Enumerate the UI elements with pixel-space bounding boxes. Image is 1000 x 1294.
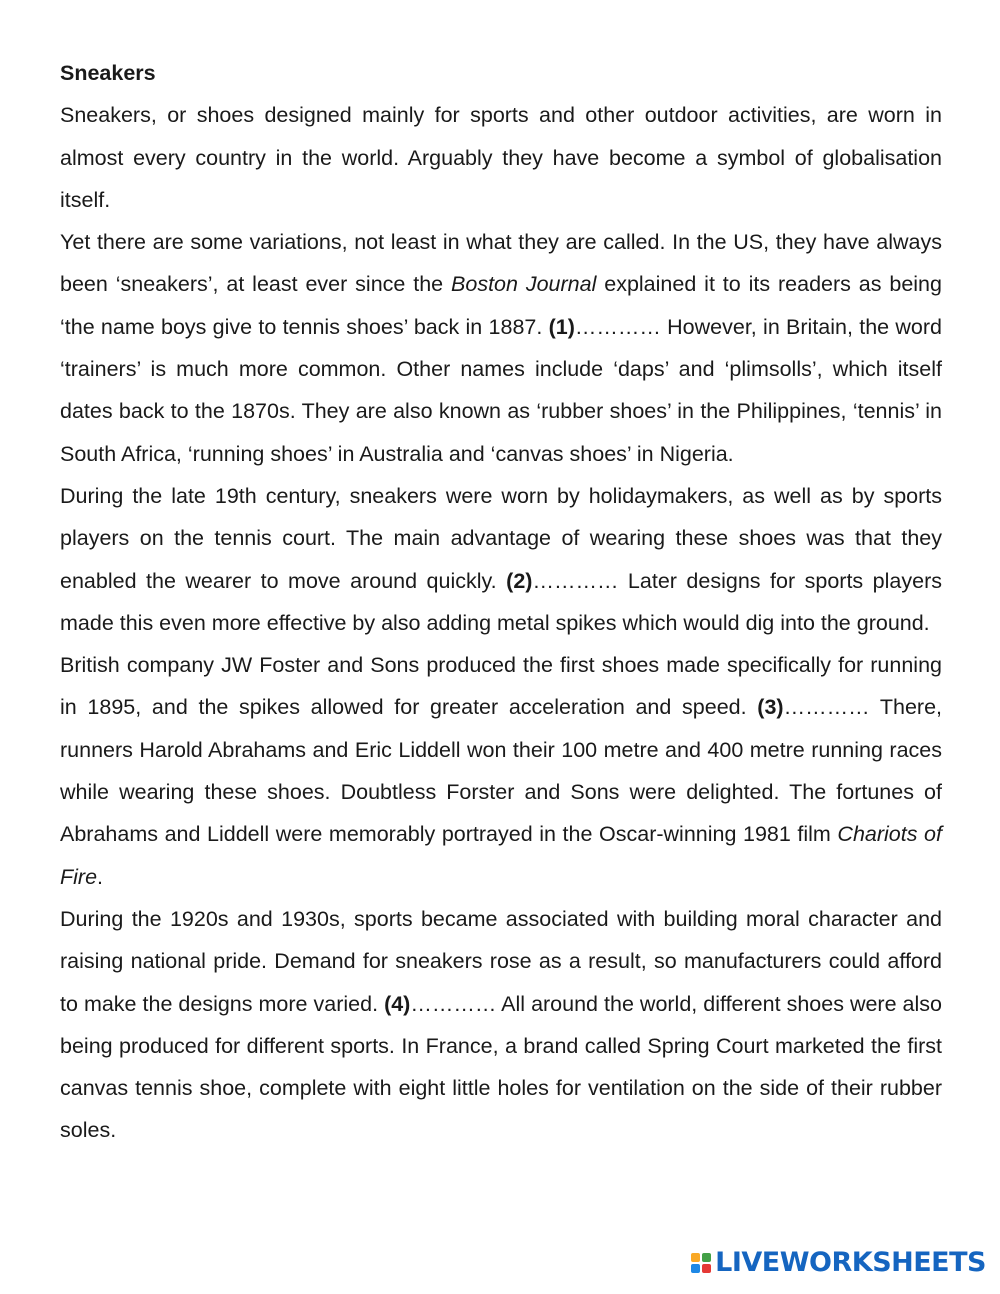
liveworksheets-logo xyxy=(691,1249,986,1276)
logo-square xyxy=(702,1253,711,1262)
document-title: Sneakers xyxy=(60,61,156,85)
logo-square xyxy=(691,1253,700,1262)
text-run: Yet there are some variations, not least in what they are called. In the US, they have always been ‘sneakers’, at least ever since the xyxy=(60,230,942,297)
logo-square xyxy=(691,1264,700,1273)
paragraph xyxy=(60,644,942,898)
gap-number: (3) xyxy=(757,695,784,720)
text-run: . xyxy=(97,864,104,889)
text-run: ………… All around the world, different shoes were also being produced for different sports. In France, a brand called Spring Court marketed the first canvas tennis shoe, complete with eight little holes for ventilation on the side of their rubber soles. xyxy=(60,991,943,1143)
document xyxy=(60,52,942,1152)
italic-title: Chariots of Fire xyxy=(60,822,942,889)
text-run: ………… Later designs for sports players made this even more effective by also adding metal spikes which would dig into the ground. xyxy=(60,568,942,635)
paragraph xyxy=(60,221,942,475)
italic-title: Boston Journal xyxy=(451,272,597,297)
text-run: During the late 19th century, sneakers were worn by holidaymakers, as well as by sports players on the tennis court. The main advantage of wearing these shoes was that they enabled the wearer to move around quickly. xyxy=(60,483,942,593)
document-body xyxy=(60,94,942,1151)
paragraph xyxy=(60,475,942,644)
logo-text: LIVEWORKSHEETS xyxy=(715,1247,986,1278)
text-run: Sneakers, or shoes designed mainly for sports and other outdoor activities, are worn in almost every country in the world. Arguably they have become a symbol of globalisation itself. xyxy=(60,103,942,212)
gap-number: (1) xyxy=(548,314,575,339)
text-run: During the 1920s and 1930s, sports became associated with building moral character and raising national pride. Demand for sneakers rose as a result, so manufacturers could afford to make the designs more varied. xyxy=(60,906,942,1016)
text-run: British company JW Foster and Sons produced the first shoes made specifically for running in 1895, and the spikes allowed for greater acceleration and speed. xyxy=(60,653,942,720)
gap-number: (4) xyxy=(384,991,411,1016)
text-run: ………… There, runners Harold Abrahams and Eric Liddell won their 100 metre and 400 metre running races while wearing these shoes. Doubtless Forster and Sons were delighted. The fortunes of Abrahams and Liddell were memorably portrayed in the Oscar-winning 1981 film xyxy=(60,695,942,847)
paragraph xyxy=(60,898,942,1152)
logo-square xyxy=(702,1264,711,1273)
logo-mark-icon xyxy=(691,1253,711,1273)
text-run: ………… However, in Britain, the word ‘trainers’ is much more common. Other names include ‘daps’ and ‘plimsolls’, which itself dates back to the 1870s. They are also known as ‘rubber shoes’ in the Philippines, ‘tennis’ in South Africa, ‘running shoes’ in Australia and ‘canvas shoes’ in Nigeria. xyxy=(60,314,942,466)
text-run: explained it to its readers as being ‘the name boys give to tennis shoes’ back in 1887. xyxy=(60,272,942,339)
gap-number: (2) xyxy=(506,568,533,593)
paragraph xyxy=(60,94,942,221)
